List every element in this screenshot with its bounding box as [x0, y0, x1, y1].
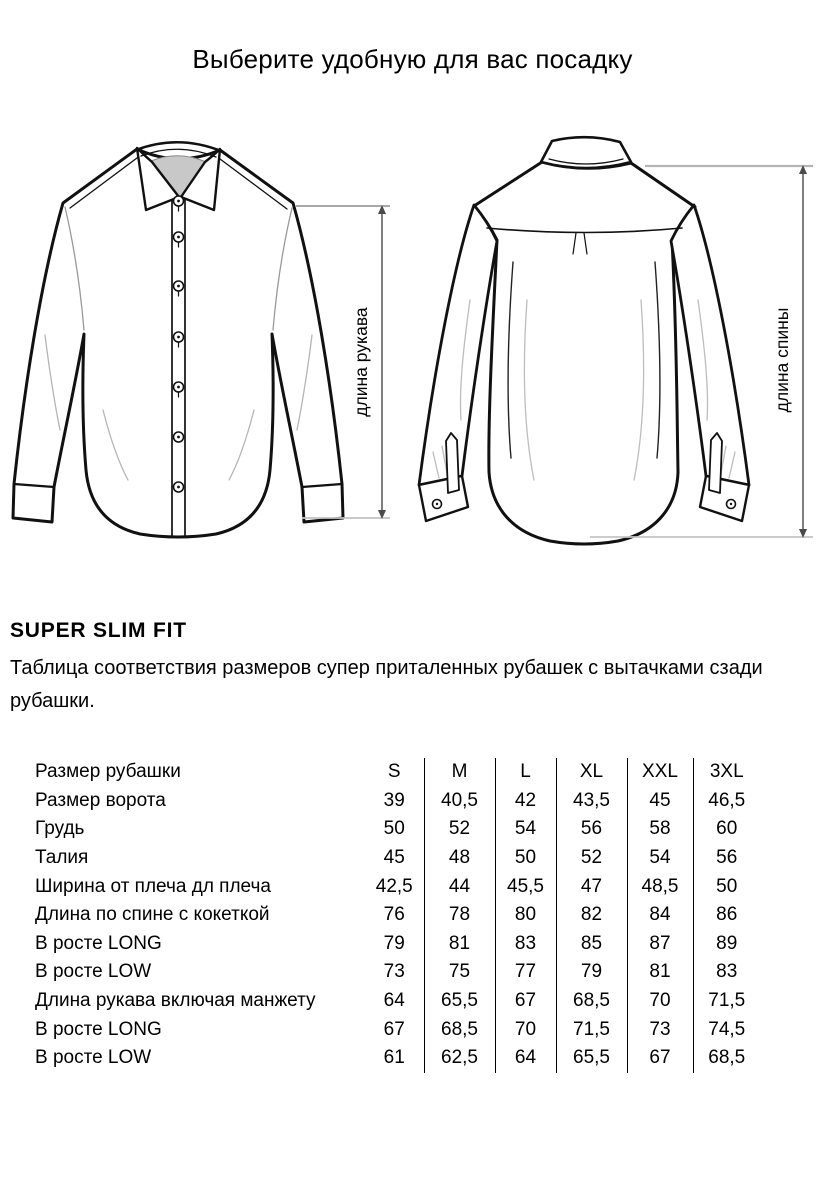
size-value: 45 [383, 847, 405, 869]
column-header-m: M [424, 758, 495, 787]
row-label: Размер ворота [35, 789, 166, 811]
column-header-l: L [495, 758, 556, 787]
size-value: 82 [556, 901, 627, 930]
size-value: 48 [424, 844, 495, 873]
table-row [0, 958, 760, 987]
column-header-s: S [387, 761, 401, 783]
size-value: 76 [383, 904, 405, 926]
row-label: В росте LONG [35, 1018, 162, 1040]
size-value: 48,5 [627, 872, 693, 901]
size-value: 50 [693, 872, 760, 901]
size-value: 68,5 [424, 1015, 495, 1044]
table-row [0, 872, 760, 901]
size-value: 67 [495, 987, 556, 1016]
size-value: 64 [495, 1044, 556, 1073]
column-header-xxl: XXL [627, 758, 693, 787]
shirt-back-drawing [419, 137, 749, 544]
table-row [0, 901, 760, 930]
size-value: 70 [627, 987, 693, 1016]
size-value: 42,5 [375, 875, 413, 897]
page-title: Выберите удобную для вас посадку [192, 44, 633, 74]
size-value: 81 [627, 958, 693, 987]
table-row [0, 987, 760, 1016]
row-label: Размер рубашки [35, 761, 181, 783]
size-value: 73 [627, 1015, 693, 1044]
size-value: 46,5 [693, 787, 760, 816]
size-value: 54 [627, 844, 693, 873]
row-label: Длина по спине с кокеткой [35, 904, 270, 926]
size-value: 65,5 [424, 987, 495, 1016]
back-length-label: длина спины [772, 307, 792, 413]
table-row [0, 1015, 760, 1044]
row-label: Талия [35, 847, 89, 869]
shirt-diagram [0, 120, 825, 580]
table-row [0, 815, 760, 844]
row-label: Ширина от плеча дл плеча [35, 875, 271, 897]
size-value: 71,5 [693, 987, 760, 1016]
size-value: 61 [383, 1047, 405, 1069]
size-value: 40,5 [424, 787, 495, 816]
size-value: 64 [383, 990, 405, 1012]
size-value: 65,5 [556, 1044, 627, 1073]
size-value: 79 [556, 958, 627, 987]
size-value: 44 [424, 872, 495, 901]
size-value: 68,5 [556, 987, 627, 1016]
size-value: 47 [556, 872, 627, 901]
size-value: 86 [693, 901, 760, 930]
size-value: 42 [495, 787, 556, 816]
size-value: 68,5 [693, 1044, 760, 1073]
size-value: 84 [627, 901, 693, 930]
size-value: 75 [424, 958, 495, 987]
size-value: 39 [383, 789, 405, 811]
size-value: 62,5 [424, 1044, 495, 1073]
size-value: 89 [693, 930, 760, 959]
size-value: 79 [383, 932, 405, 954]
size-value: 70 [495, 1015, 556, 1044]
size-value: 83 [495, 930, 556, 959]
size-table [0, 758, 760, 1073]
size-value: 74,5 [693, 1015, 760, 1044]
column-header-3xl: 3XL [693, 758, 760, 787]
row-label: Длина рукава включая манжету [35, 990, 316, 1012]
section-heading: SUPER SLIM FIT [10, 619, 187, 642]
size-table-body [0, 758, 760, 1073]
size-value: 60 [693, 815, 760, 844]
table-row [0, 844, 760, 873]
size-value: 87 [627, 930, 693, 959]
size-value: 52 [556, 844, 627, 873]
size-value: 54 [495, 815, 556, 844]
size-value: 58 [627, 815, 693, 844]
size-value: 77 [495, 958, 556, 987]
table-row [0, 787, 760, 816]
row-label: В росте LOW [35, 961, 152, 983]
size-value: 50 [383, 818, 405, 840]
size-value: 43,5 [556, 787, 627, 816]
size-value: 83 [693, 958, 760, 987]
size-value: 78 [424, 901, 495, 930]
table-row [0, 1044, 760, 1073]
column-header-xl: XL [556, 758, 627, 787]
description-text: Таблица соответствия размеров супер приталенных рубашек с вытачками сзади рубашки. [10, 657, 763, 712]
row-label: Грудь [35, 818, 85, 840]
table-row [0, 930, 760, 959]
size-value: 45,5 [495, 872, 556, 901]
size-value: 50 [495, 844, 556, 873]
size-value: 80 [495, 901, 556, 930]
shirt-front-drawing [13, 142, 343, 537]
size-value: 71,5 [556, 1015, 627, 1044]
size-value: 67 [627, 1044, 693, 1073]
size-value: 85 [556, 930, 627, 959]
sleeve-length-label: длина рукава [351, 307, 371, 417]
size-value: 81 [424, 930, 495, 959]
row-label: В росте LOW [35, 1047, 152, 1069]
size-value: 56 [693, 844, 760, 873]
size-value: 52 [424, 815, 495, 844]
size-value: 73 [383, 961, 405, 983]
size-value: 56 [556, 815, 627, 844]
size-value: 45 [627, 787, 693, 816]
row-label: В росте LONG [35, 932, 162, 954]
table-header-row [0, 758, 760, 787]
size-value: 67 [383, 1018, 405, 1040]
